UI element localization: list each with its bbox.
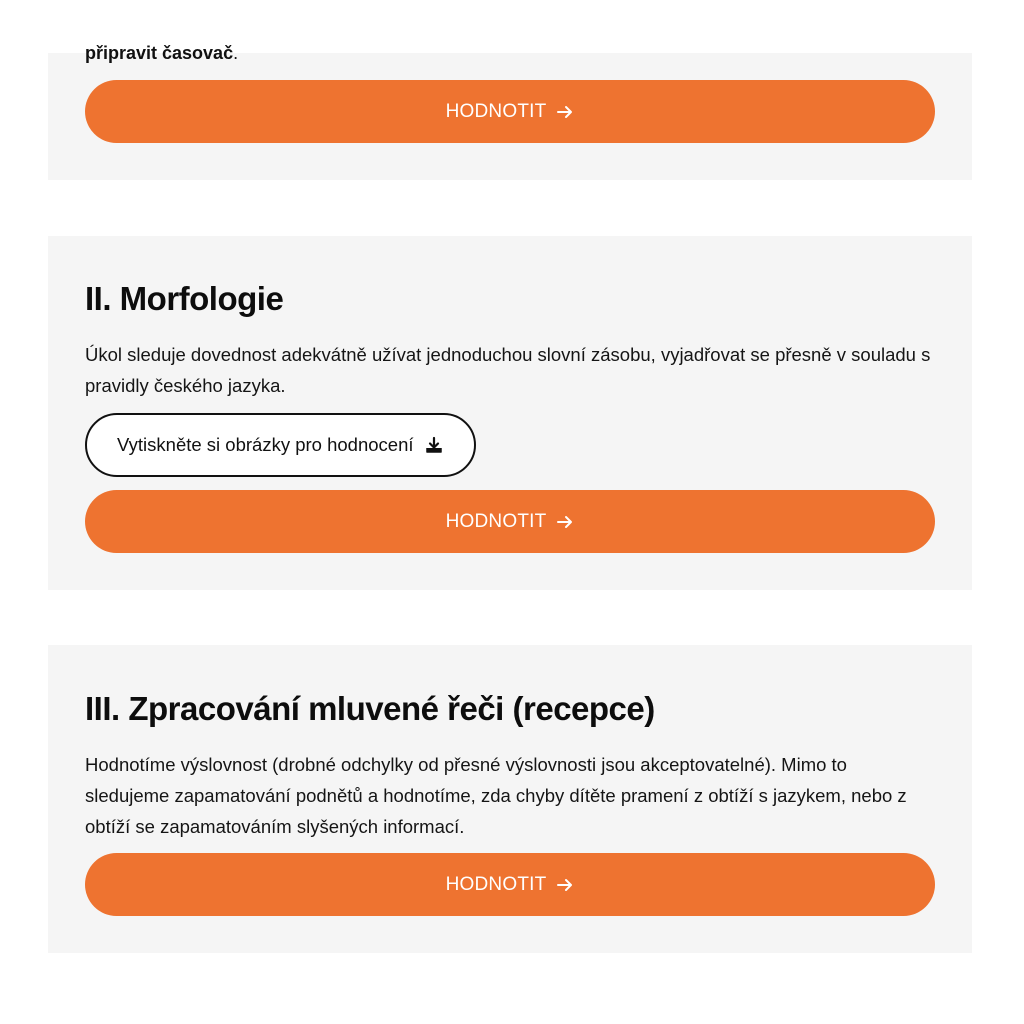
hodnotit-button-label: HODNOTIT [445,100,547,122]
partial-instruction-text [85,42,238,64]
hodnotit-button-1[interactable] [85,80,935,143]
hodnotit-button-3[interactable] [85,853,935,916]
partial-bold-text: připravit časovač [85,43,234,63]
hodnotit-button-2[interactable] [85,490,935,553]
download-images-button[interactable] [85,413,476,477]
section-card-1 [48,43,972,180]
arrow-right-icon [556,513,574,531]
arrow-right-icon [556,876,574,894]
hodnotit-button-label: HODNOTIT [445,873,547,895]
section-title: II. Morfologie [85,280,284,317]
section-description: Úkol sleduje dovednost adekvátně užívat jednoduchou slovní zásobu, vyjadřovat se přesně v souladu s pravidly českého jazyka. [85,344,931,396]
download-button-label: Vytiskněte si obrázky pro hodnocení [117,434,414,455]
section-description: Hodnotíme výslovnost (drobné odchylky od přesné výslovnosti jsou akceptovatelné). Mimo to sledujeme zapamatování podnětů a hodnotíme, zda chyby dítěte pramení z obtíží s jazykem, nebo z obtíží se zapamatováním slyšených informací. [85,754,907,837]
partial-suffix: . [233,43,239,63]
section-card-zpracovani [48,645,972,953]
download-icon [424,435,444,455]
section-title: III. Zpracování mluvené řeči (recepce) [85,690,655,727]
hodnotit-button-label: HODNOTIT [445,510,547,532]
section-card-morfologie [48,236,972,590]
arrow-right-icon [556,103,574,121]
